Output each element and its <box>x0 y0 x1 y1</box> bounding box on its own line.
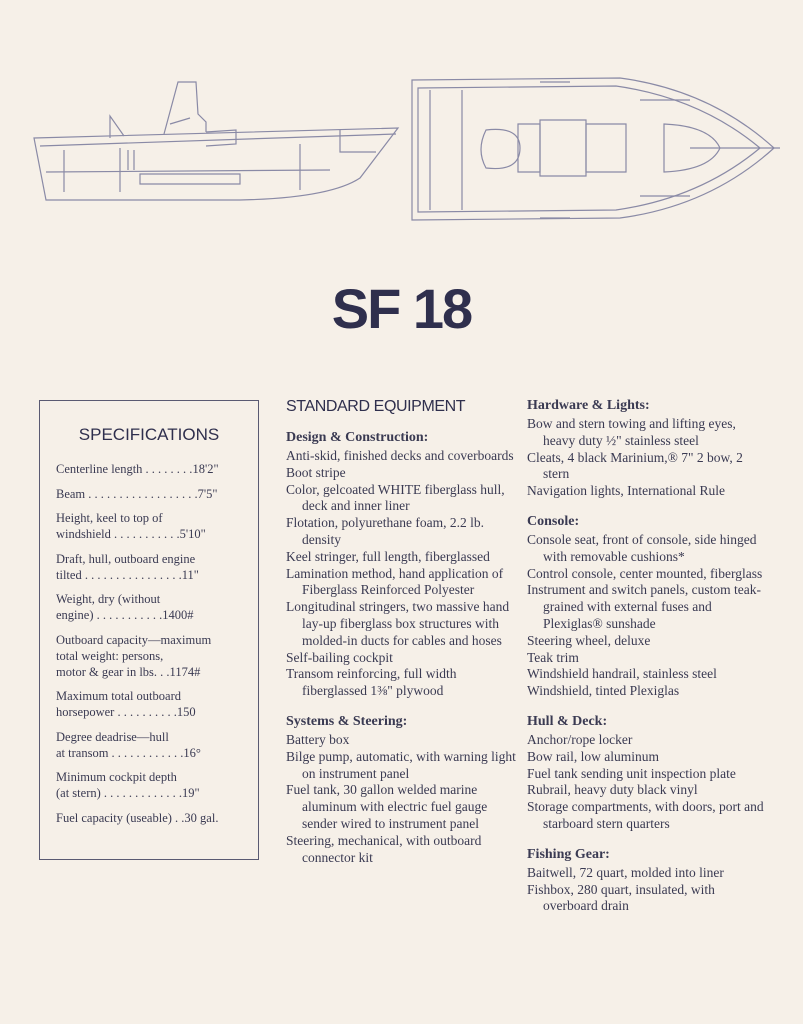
spec-item: Maximum total outboard horsepower . . . . . . . . . .150 <box>56 689 196 719</box>
design-construction-section <box>286 430 518 700</box>
list-item: Bow and stern towing and lifting eyes, heavy duty ½" stainless steel <box>527 416 736 448</box>
list-item: Bilge pump, automatic, with warning light on instrument panel <box>286 748 516 781</box>
section-items <box>527 416 767 500</box>
list-item: Steering, mechanical, with outboard connector kit <box>286 832 482 865</box>
specifications-box <box>39 400 259 860</box>
list-item: Battery box <box>286 731 350 747</box>
hull-deck-section <box>527 714 767 833</box>
spec-item: Outboard capacity—maximum total weight: persons, motor & gear in lbs. . .1174# <box>56 632 212 679</box>
section-title: Hull & Deck: <box>527 713 608 729</box>
right-equipment-column <box>527 398 767 929</box>
spec-item: Degree deadrise—hull at transom . . . . . . . . . . . .16° <box>56 729 201 760</box>
list-item: Transom reinforcing, full width fiberglassed 1⅜" plywood <box>286 666 457 699</box>
list-item: Windshield, tinted Plexiglas <box>527 683 680 699</box>
list-item: Lamination method, hand application of Fiberglass Reinforced Polyester <box>286 565 504 598</box>
console-section <box>527 514 767 700</box>
list-item: Longitudinal stringers, two massive hand lay-up fiberglass box structures with molded-in ducts for cables and hoses <box>286 599 510 648</box>
section-title: Fishing Gear: <box>527 846 610 862</box>
standard-equipment-column <box>286 398 518 880</box>
list-item: Control console, center mounted, fiberglass <box>527 565 763 581</box>
standard-equipment-heading: STANDARD EQUIPMENT <box>286 398 466 415</box>
side-profile-drawing <box>34 82 398 200</box>
spec-item: Fuel capacity (useable) . .30 gal. <box>56 810 219 825</box>
boat-drawings <box>0 60 803 240</box>
spec-item: Minimum cockpit depth (at stern) . . . . . . . . . . . . .19" <box>56 770 200 800</box>
fishing-gear-section <box>527 847 767 915</box>
list-item: Bow rail, low aluminum <box>527 748 659 764</box>
specifications-list <box>40 461 258 826</box>
list-item: Storage compartments, with doors, port and starboard stern quarters <box>527 799 764 831</box>
list-item: Steering wheel, deluxe <box>527 632 651 648</box>
list-item: Fuel tank, 30 gallon welded marine aluminum with electric fuel gauge sender wired to instrument panel <box>286 782 488 831</box>
list-item: Baitwell, 72 quart, molded into liner <box>527 864 724 880</box>
top-view-drawing <box>412 78 780 220</box>
list-item: Windshield handrail, stainless steel <box>527 666 717 682</box>
list-item: Navigation lights, International Rule <box>527 483 725 499</box>
list-item: Color, gelcoated WHITE fiberglass hull, deck and inner liner <box>286 481 505 514</box>
list-item: Anti-skid, finished decks and coverboards <box>286 448 514 463</box>
list-item: Keel stringer, full length, fiberglassed <box>286 548 490 564</box>
list-item: Rubrail, heavy duty black vinyl <box>527 782 698 798</box>
section-items <box>527 732 767 833</box>
list-item: Cleats, 4 black Marinium,® 7" 2 bow, 2 stern <box>527 449 743 482</box>
section-items <box>286 732 518 866</box>
list-item: Flotation, polyurethane foam, 2.2 lb. density <box>286 515 484 547</box>
list-item: Teak trim <box>527 649 579 665</box>
spec-item: Draft, hull, outboard engine tilted . . . . . . . . . . . . . . . .11" <box>56 551 199 582</box>
list-item: Fuel tank sending unit inspection plate <box>527 765 736 781</box>
list-item: Instrument and switch panels, custom teak-grained with external fuses and Plexiglas® sunshade <box>527 582 761 631</box>
hardware-lights-section <box>527 398 767 500</box>
section-title: Console: <box>527 513 580 529</box>
list-item: Console seat, front of console, side hinged with removable cushions* <box>527 531 757 564</box>
section-items <box>527 865 767 915</box>
section-items <box>286 448 518 700</box>
model-title: SF 18 <box>331 277 472 340</box>
list-item: Boot stripe <box>286 464 346 480</box>
spec-item: Weight, dry (without engine) . . . . . . . . . . .1400# <box>56 592 194 622</box>
boat-line-drawing <box>0 60 803 240</box>
spec-item: Centerline length . . . . . . . .18'2" <box>56 462 219 476</box>
list-item: Anchor/rope locker <box>527 731 633 747</box>
spec-item: Height, keel to top of windshield . . . . . . . . . . .5'10" <box>56 511 206 541</box>
list-item: Self-bailing cockpit <box>286 649 393 665</box>
spec-item: Beam . . . . . . . . . . . . . . . . . .7'5" <box>56 486 218 501</box>
specifications-heading: SPECIFICATIONS <box>78 425 220 444</box>
section-items <box>527 532 767 700</box>
section-title: Systems & Steering: <box>286 713 408 729</box>
systems-steering-section <box>286 714 518 866</box>
section-title: Design & Construction: <box>286 430 429 445</box>
section-title: Hardware & Lights: <box>527 398 650 413</box>
list-item: Fishbox, 280 quart, insulated, with overboard drain <box>527 881 715 914</box>
